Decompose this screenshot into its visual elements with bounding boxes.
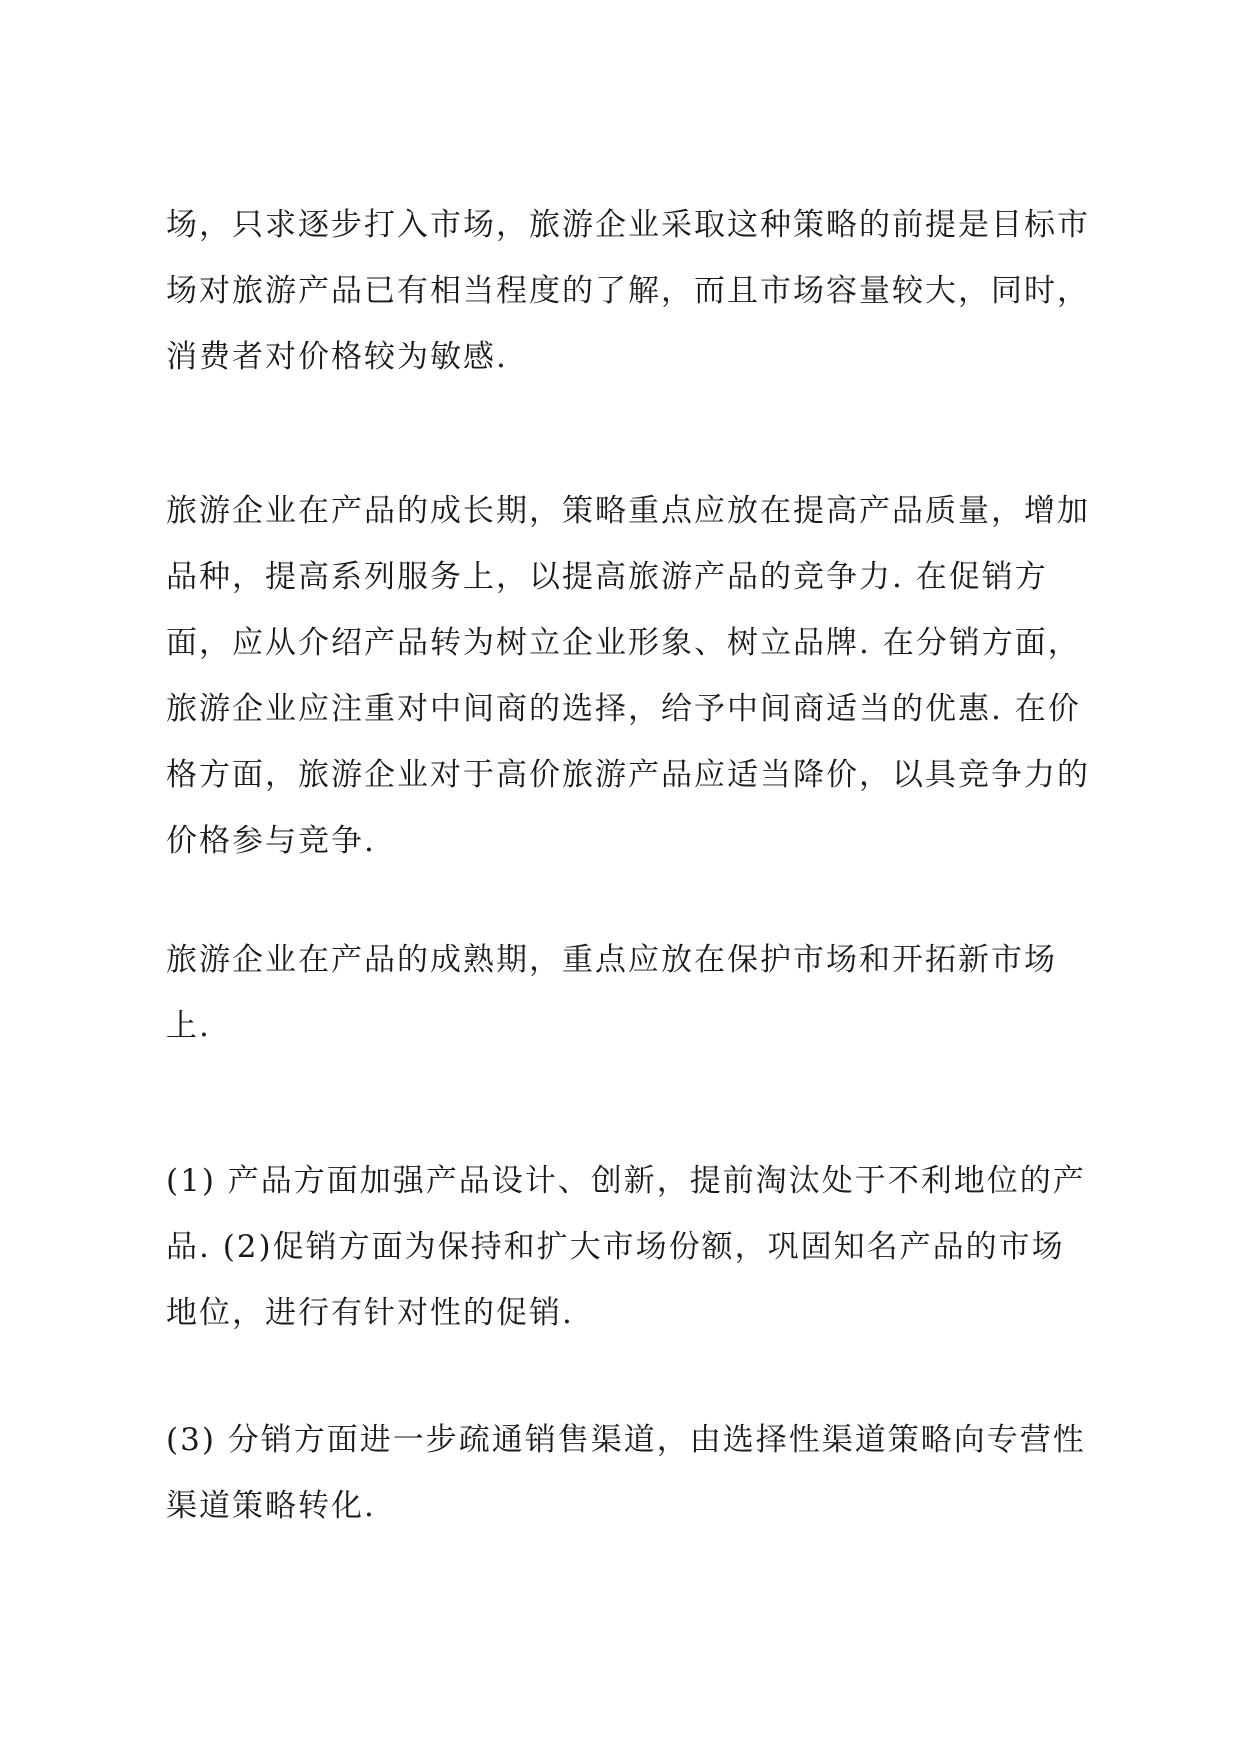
text-line: 品种，提高系列服务上，以提高旅游产品的竞争力. 在促销方 — [166, 559, 1048, 595]
paragraph-maturity-stage — [166, 927, 1096, 1059]
text-line: 格方面，旅游企业对于高价旅游产品应适当降价，以具竞争力的 — [166, 757, 1090, 793]
text-line: 场，只求逐步打入市场，旅游企业采取这种策略的前提是目标市 — [166, 207, 1090, 243]
paragraph-growth-stage — [166, 478, 1096, 874]
text-line: 地位，进行有针对性的促销. — [166, 1295, 574, 1331]
text-line: 品. (2)促销方面为保持和扩大市场份额，巩固知名产品的市场 — [166, 1229, 1065, 1265]
text-line: 价格参与竞争. — [166, 823, 376, 859]
text-line: 面，应从介绍产品转为树立企业形象、树立品牌. 在分销方面， — [166, 625, 1081, 661]
text-line: 上. — [166, 1008, 211, 1044]
text-line: 消费者对价格较为敏感. — [166, 339, 508, 375]
text-line: 渠道策略转化. — [166, 1488, 376, 1524]
paragraph-product-promotion — [166, 1148, 1096, 1346]
text-line: (1) 产品方面加强产品设计、创新，提前淘汰处于不利地位的产 — [166, 1163, 1086, 1199]
text-line: (3) 分销方面进一步疏通销售渠道，由选择性渠道策略向专营性 — [166, 1422, 1086, 1458]
text-line: 旅游企业在产品的成长期，策略重点应放在提高产品质量，增加 — [166, 493, 1090, 529]
paragraph-intro-strategy — [166, 192, 1096, 390]
text-line: 旅游企业应注重对中间商的选择，给予中间商适当的优惠. 在价 — [166, 691, 1081, 727]
paragraph-distribution — [166, 1407, 1096, 1539]
text-line: 场对旅游产品已有相当程度的了解，而且市场容量较大，同时， — [166, 273, 1090, 309]
text-line: 旅游企业在产品的成熟期，重点应放在保护市场和开拓新市场 — [166, 942, 1057, 978]
